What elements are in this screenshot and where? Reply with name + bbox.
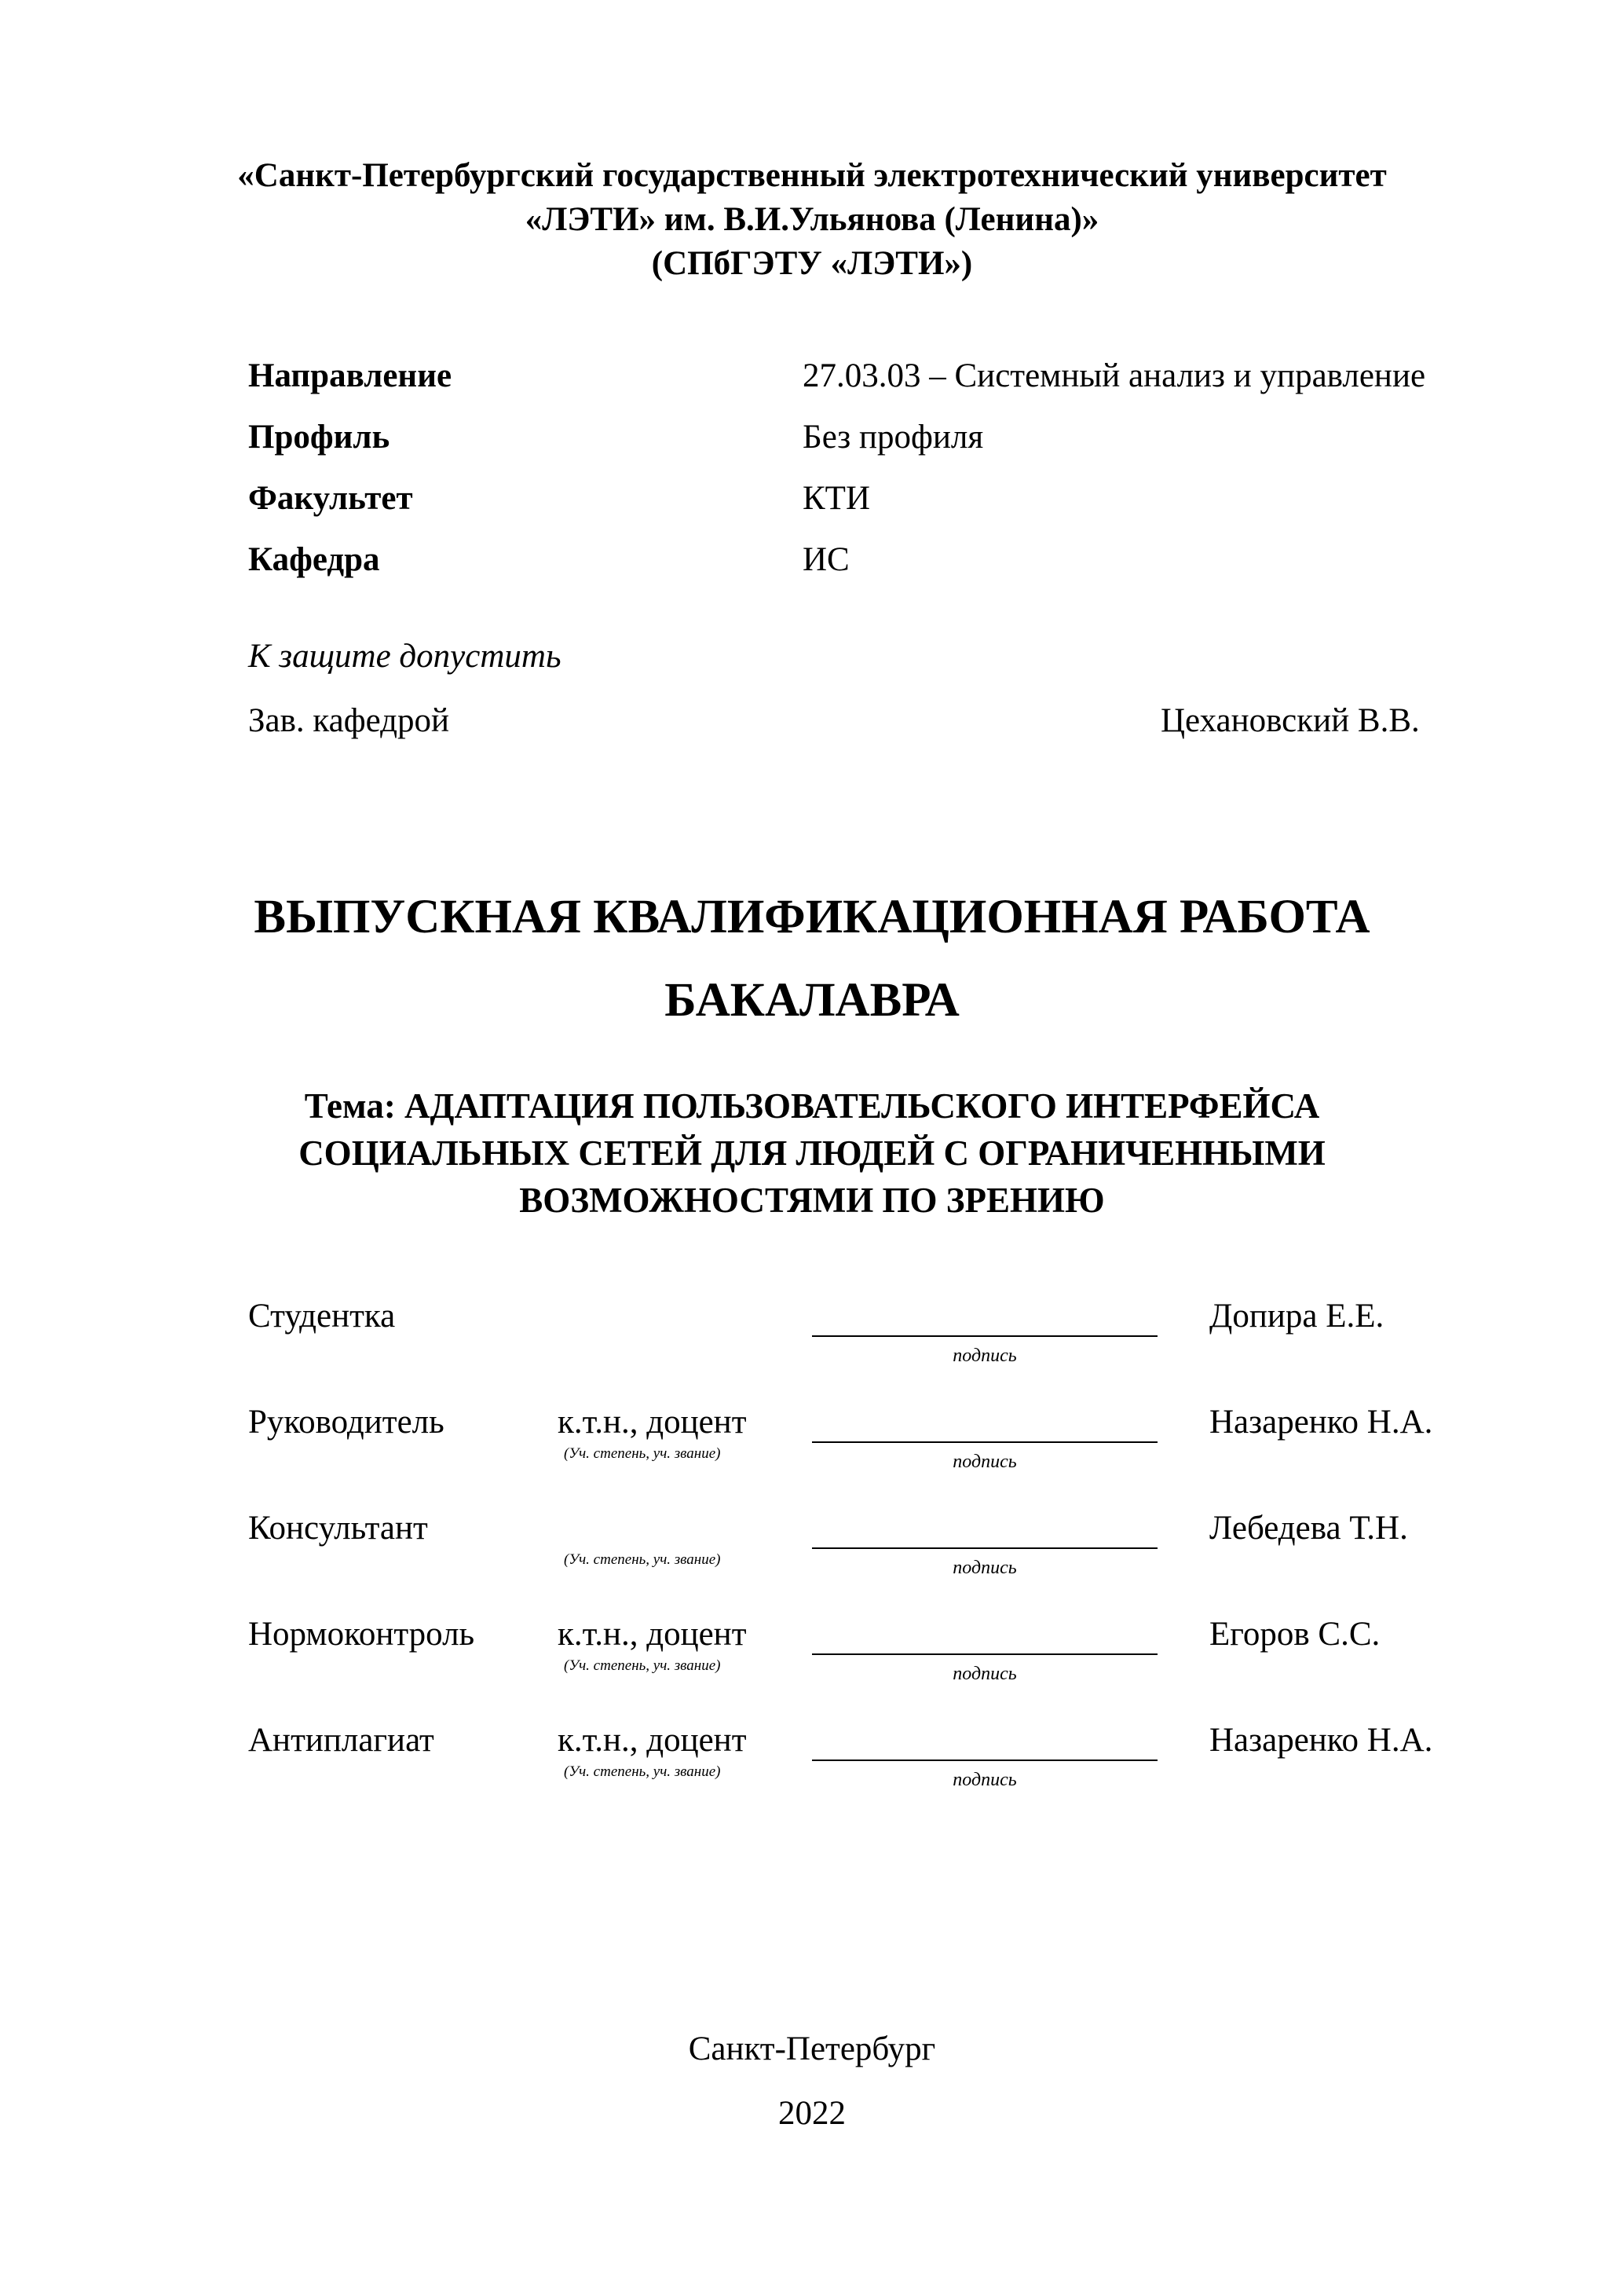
info-value: КТИ — [803, 480, 870, 517]
department-head-label: Зав. кафедрой — [248, 702, 450, 739]
signature-role: Руководитель — [248, 1404, 444, 1441]
info-value: Без профиля — [803, 419, 984, 456]
signature-name: Лебедева Т.Н. — [1209, 1510, 1408, 1547]
thesis-topic-line-3: ВОЗМОЖНОСТЯМИ ПО ЗРЕНИЮ — [519, 1181, 1105, 1220]
signature-row-consultant — [0, 1507, 1624, 1593]
footer — [0, 2017, 1624, 2146]
signature-line — [812, 1335, 1158, 1337]
info-label: Профиль — [248, 419, 390, 456]
signature-role: Антиплагиат — [248, 1722, 434, 1759]
signature-role: Студентка — [248, 1298, 396, 1335]
signature-name: Допира Е.Е. — [1209, 1298, 1384, 1335]
signature-line-caption: подпись — [953, 1558, 1017, 1578]
footer-city: Санкт-Петербург — [688, 2031, 936, 2067]
admission-text: К защите допустить — [248, 638, 561, 675]
university-name-line-2: «ЛЭТИ» им. В.И.Ульянова (Ленина)» — [525, 201, 1099, 238]
thesis-topic-line-2: СОЦИАЛЬНЫХ СЕТЕЙ ДЛЯ ЛЮДЕЙ С ОГРАНИЧЕННЫМИ — [298, 1133, 1326, 1173]
signature-line-caption: подпись — [953, 1664, 1017, 1684]
signature-name: Егоров С.С. — [1209, 1616, 1381, 1653]
signature-degree-caption: (Уч. степень, уч. звание) — [564, 1657, 721, 1674]
signature-name: Назаренко Н.А. — [1209, 1404, 1433, 1441]
signature-line — [812, 1441, 1158, 1443]
signature-line — [812, 1653, 1158, 1655]
signature-line-caption: подпись — [953, 1452, 1017, 1472]
signature-name: Назаренко Н.А. — [1209, 1722, 1433, 1759]
signature-role: Нормоконтроль — [248, 1616, 475, 1653]
signature-line-caption: подпись — [953, 1346, 1017, 1366]
signature-row-supervisor — [0, 1401, 1624, 1487]
university-header — [0, 154, 1624, 286]
signature-line — [812, 1547, 1158, 1549]
university-abbreviation: (СПбГЭТУ «ЛЭТИ») — [651, 245, 973, 282]
signature-degree-caption: (Уч. степень, уч. звание) — [564, 1763, 721, 1780]
document-title-line-2: БАКАЛАВРА — [664, 974, 960, 1027]
info-value: 27.03.03 – Системный анализ и управление — [803, 357, 1426, 394]
department-head-name: Цехановский В.В. — [1161, 702, 1420, 739]
signature-role: Консультант — [248, 1510, 428, 1547]
signature-row-antiplagiarism — [0, 1719, 1624, 1805]
signature-degree: к.т.н., доцент — [558, 1616, 747, 1653]
signature-degree-caption: (Уч. степень, уч. звание) — [564, 1551, 721, 1568]
signature-degree-caption: (Уч. степень, уч. звание) — [564, 1445, 721, 1462]
signature-row-norm-control — [0, 1613, 1624, 1699]
signature-line-caption: подпись — [953, 1770, 1017, 1790]
document-title — [0, 876, 1624, 1042]
info-label: Кафедра — [248, 541, 380, 578]
info-value: ИС — [803, 541, 850, 578]
thesis-topic-line-1: Тема: АДАПТАЦИЯ ПОЛЬЗОВАТЕЛЬСКОГО ИНТЕРФЕЙСА — [304, 1086, 1320, 1126]
document-title-line-1: ВЫПУСКНАЯ КВАЛИФИКАЦИОННАЯ РАБОТА — [254, 891, 1370, 943]
thesis-topic — [0, 1082, 1624, 1224]
signature-degree: к.т.н., доцент — [558, 1722, 747, 1759]
footer-year: 2022 — [778, 2095, 846, 2132]
university-name-line-1: «Санкт-Петербургский государственный электротехнический университет — [237, 157, 1387, 194]
signature-degree: к.т.н., доцент — [558, 1404, 747, 1441]
signature-line — [812, 1760, 1158, 1761]
info-label: Направление — [248, 357, 452, 394]
info-label: Факультет — [248, 480, 413, 517]
signature-row-student — [0, 1294, 1624, 1381]
